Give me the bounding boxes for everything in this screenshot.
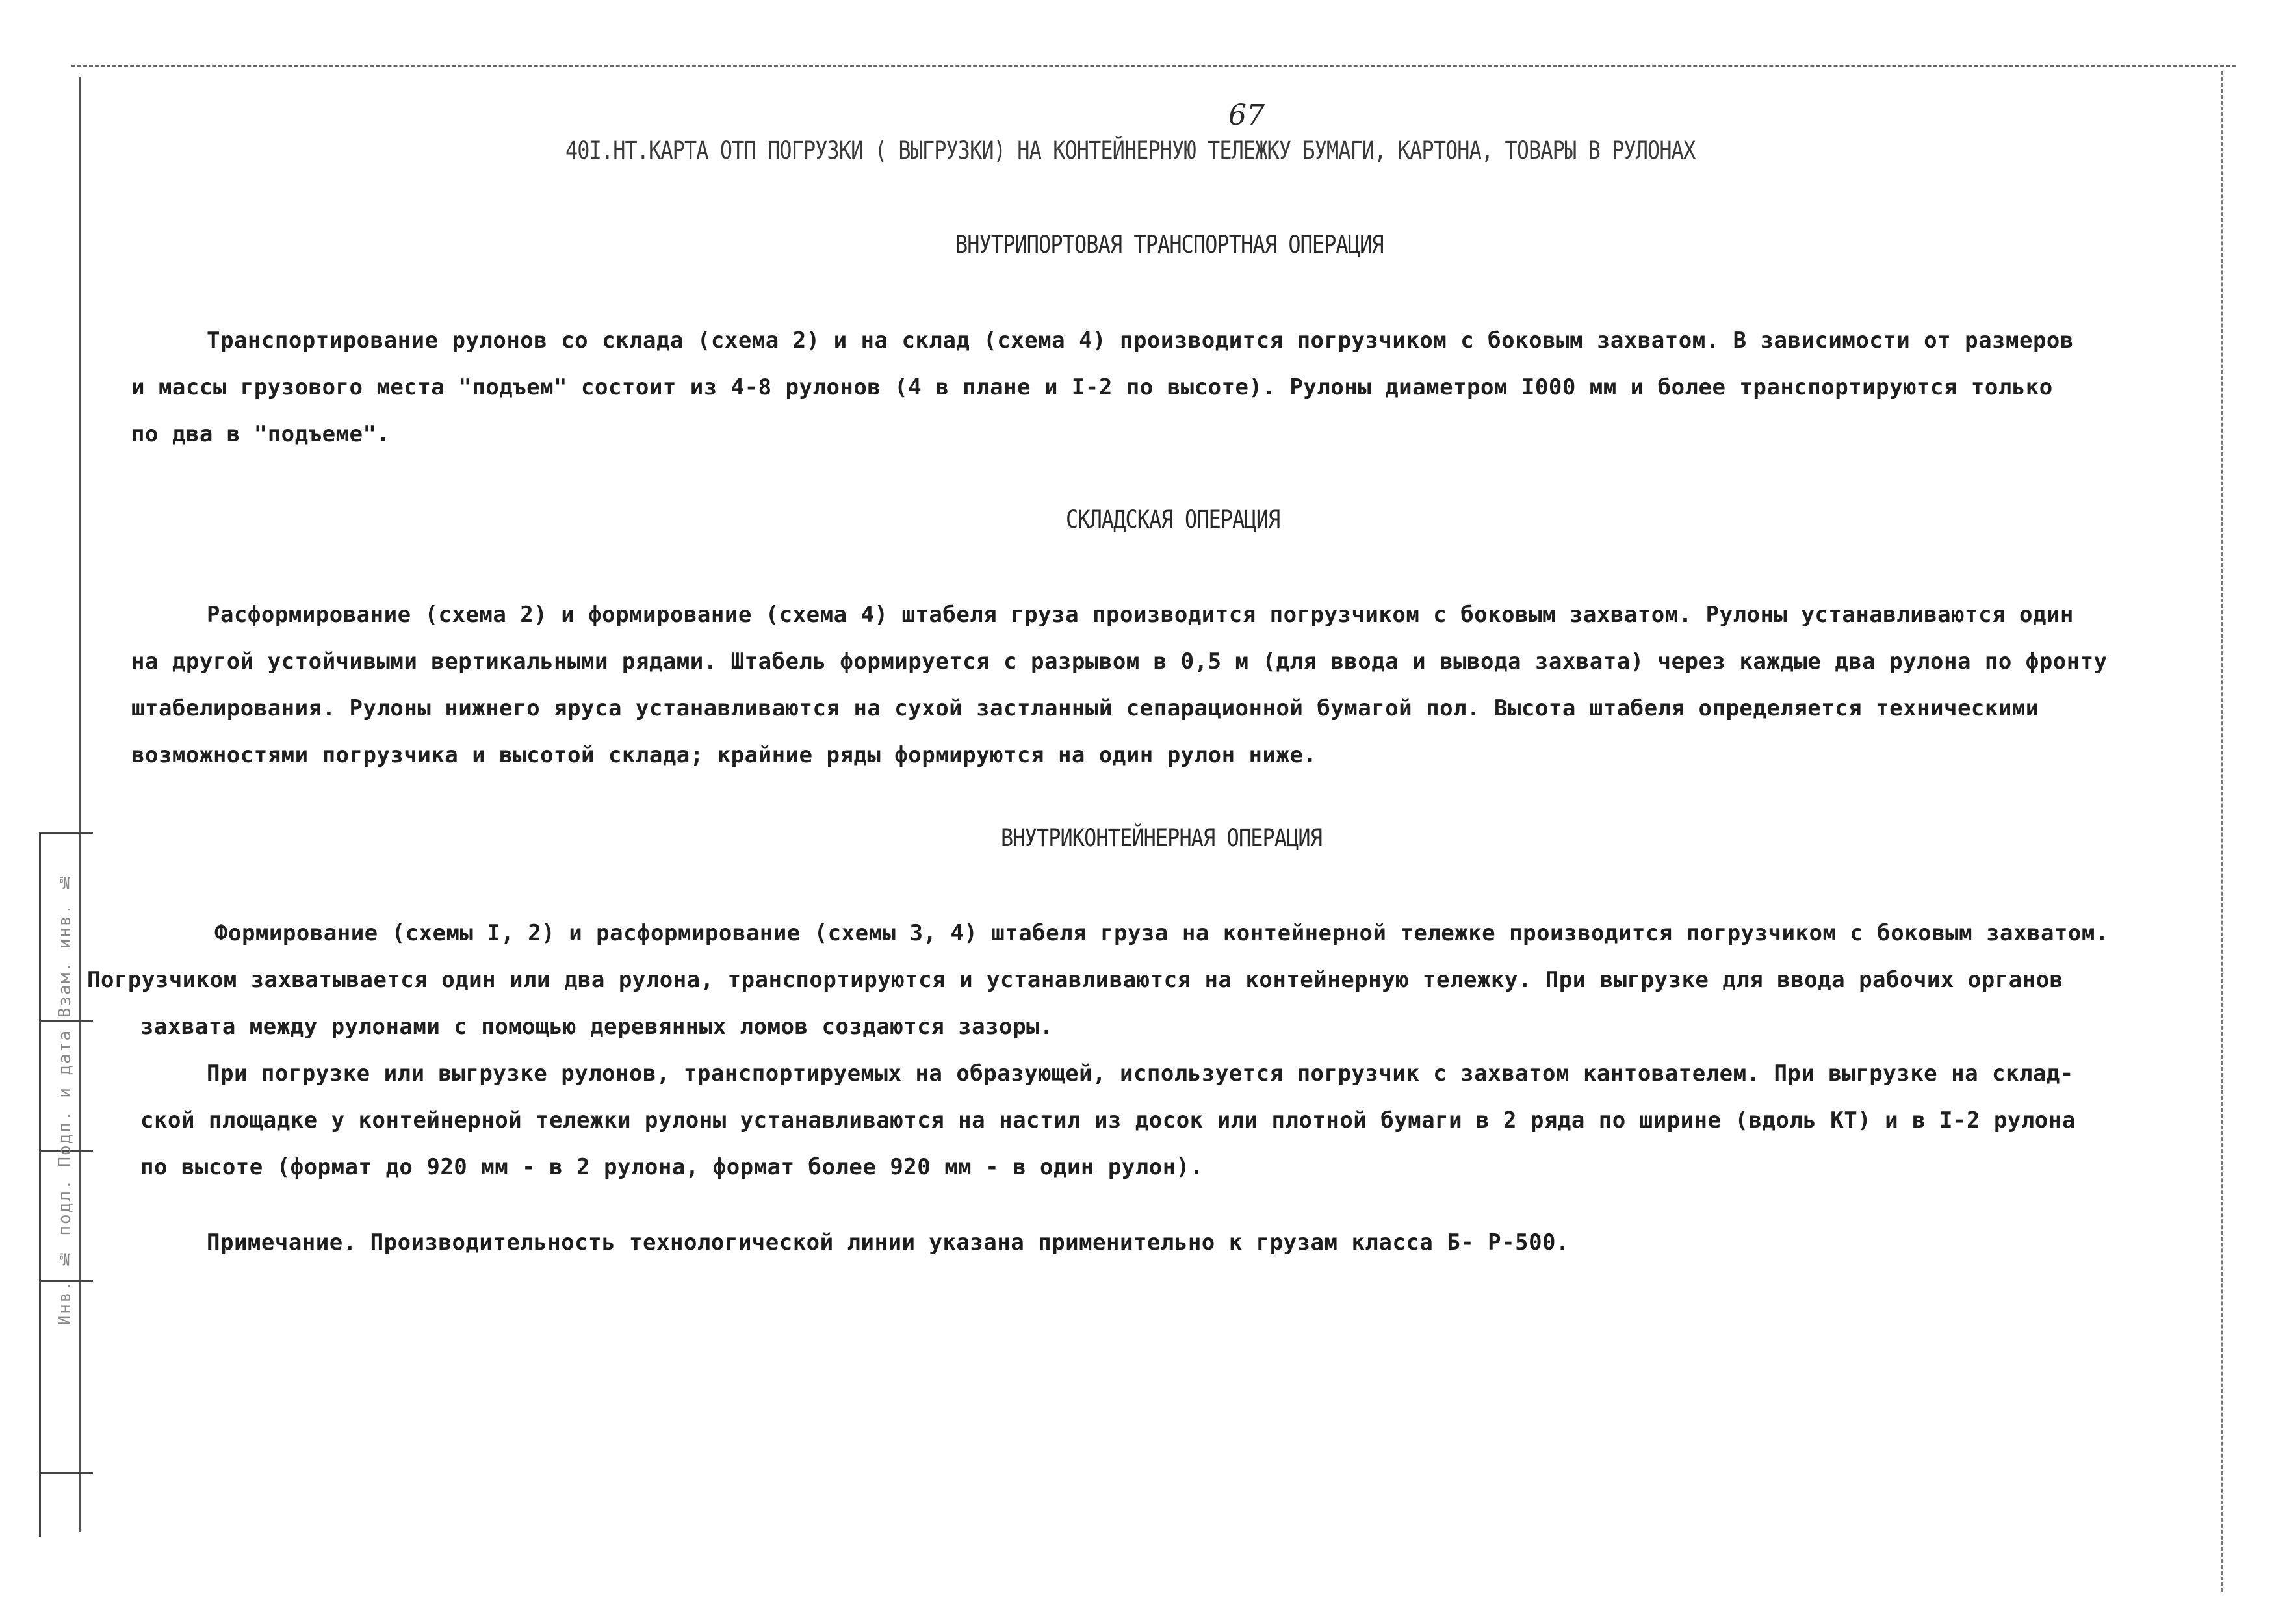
paragraph-line: ской площадке у контейнерной тележки рулоны устанавливаются на настил из досок или плотной бумаги в 2 ряда по ширине (вдоль КТ) и в I-2 рулона	[140, 1107, 2076, 1133]
paragraph-line: Формирование (схемы I, 2) и расформирование (схемы 3, 4) штабеля груза на контейнерной тележке производится погрузчиком с боковым захватом.	[214, 920, 2109, 946]
section-heading: ВНУТРИПОРТОВАЯ ТРАНСПОРТНАЯ ОПЕРАЦИЯ	[955, 231, 1384, 259]
top-border-line	[71, 65, 2236, 67]
section-paragraph	[131, 591, 2286, 779]
footnote: Примечание. Производительность технологической линии указана применительно к грузам класса Б- Р-500.	[207, 1230, 1570, 1256]
paragraph-line: по два в "подъеме".	[131, 421, 391, 447]
section-heading: ВНУТРИКОНТЕЙНЕРНАЯ ОПЕРАЦИЯ	[1001, 824, 1323, 852]
paragraph-line: Погрузчиком захватывается один или два рулона, транспортируются и устанавливаются на контейнерную тележку. При выгрузке для ввода рабочих органов	[87, 967, 2063, 993]
paragraph-line: и массы грузового места "подъем" состоит из 4-8 рулонов (4 в плане и I-2 по высоте). Рулоны диаметром I000 мм и более транспортируются только	[131, 374, 2053, 400]
side-stamp-block	[39, 832, 81, 1537]
right-border-line	[2221, 71, 2223, 1592]
paragraph-line: Расформирование (схема 2) и формирование (схема 4) штабеля груза производится погрузчиком с боковым захватом. Рулоны устанавливаются один	[207, 602, 2074, 628]
paragraph-line: захвата между рулонами с помощью деревянных ломов создаются зазоры.	[140, 1014, 1053, 1040]
stamp-text: Инв. № подл. Подп. и дата Взам. инв. №	[55, 871, 75, 1326]
paragraph-line: Транспортирование рулонов со склада (схема 2) и на склад (схема 4) производится погрузчиком с боковым захватом. В зависимости от размеров	[207, 328, 2074, 354]
stamp-divider	[41, 832, 93, 834]
section-paragraph	[131, 317, 2286, 458]
stamp-divider	[41, 1472, 93, 1474]
paragraph-line: по высоте (формат до 920 мм - в 2 рулона, формат более 920 мм - в один рулон).	[140, 1154, 1204, 1180]
section-heading: СКЛАДСКАЯ ОПЕРАЦИЯ	[1066, 506, 1280, 534]
section-paragraph	[87, 910, 2287, 1191]
paragraph-line: возможностями погрузчика и высотой склада; крайние ряды формируются на один рулон ниже.	[131, 742, 1317, 768]
document-title: 40I.НТ.КАРТА ОТП ПОГРУЗКИ ( ВЫГРУЗКИ) НА КОНТЕЙНЕРНУЮ ТЕЛЕЖКУ БУМАГИ, КАРТОНА, ТОВАРЫ В РУЛОНАХ	[565, 136, 1696, 164]
page-number: 67	[1228, 99, 1265, 132]
paragraph-line: штабелирования. Рулоны нижнего яруса устанавливаются на сухой застланный сепарационной бумагой пол. Высота штабеля определяется техническими	[131, 695, 2039, 721]
paragraph-line: на другой устойчивыми вертикальными рядами. Штабель формируется с разрывом в 0,5 м (для ввода и вывода захвата) через каждые два рулона по фронту	[131, 649, 2108, 675]
paragraph-line: При погрузке или выгрузке рулонов, транспортируемых на образующей, используется погрузчик с захватом кантователем. При выгрузке на склад-	[207, 1061, 2074, 1087]
